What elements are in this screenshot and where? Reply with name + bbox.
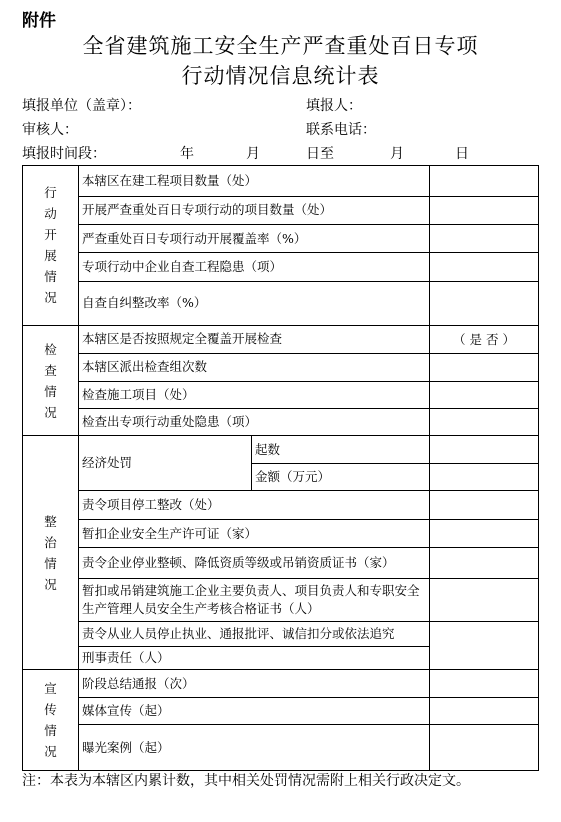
row-label-certificate-revocation: 暂扣或吊销建筑施工企业主要负责人、项目负责人和专职安全生产管理人员安全生产考核合格证书（人） <box>79 578 430 621</box>
attachment-label: 附件 <box>22 11 56 31</box>
row-label-coverage-rate: 严查重处百日专项行动开展覆盖率（%） <box>79 224 430 252</box>
row-label-full-coverage-inspection: 本辖区是否按照规定全覆盖开展检查 <box>79 325 430 353</box>
period-month-end: 月 <box>390 146 404 162</box>
value-business-suspension[interactable] <box>430 548 539 579</box>
title-line-1: 全省建筑施工安全生产严查重处百日专项 <box>82 34 479 58</box>
value-major-hazards-found[interactable] <box>430 409 539 436</box>
row-label-major-hazards-found: 检查出专项行动重处隐患（项） <box>79 409 430 436</box>
category-action: 行动开展情况 <box>23 166 79 326</box>
reviewer-label: 审核人： <box>22 122 78 138</box>
category-rectification: 整治情况 <box>23 436 79 670</box>
period-day-to: 日至 <box>306 146 334 162</box>
value-ordered-work-stoppage[interactable] <box>430 491 539 519</box>
value-self-rectification-rate[interactable] <box>430 281 539 325</box>
value-penalty-count[interactable] <box>430 436 539 463</box>
value-practitioner-penalty[interactable] <box>430 621 539 670</box>
value-projects-in-action[interactable] <box>430 196 539 224</box>
value-inspected-projects[interactable] <box>430 381 539 408</box>
phone-label: 联系电话： <box>306 122 376 138</box>
reporter-label: 填报人： <box>306 98 362 114</box>
row-label-ordered-work-stoppage: 责令项目停工整改（处） <box>79 491 430 519</box>
value-penalty-amount[interactable] <box>430 463 539 490</box>
row-label-inspection-team-count: 本辖区派出检查组次数 <box>79 354 430 381</box>
value-exposed-cases[interactable] <box>430 725 539 771</box>
period-day-end: 日 <box>455 146 469 162</box>
row-label-penalty-count: 起数 <box>252 436 430 463</box>
row-label-economic-penalty: 经济处罚 <box>79 436 252 491</box>
value-yes-no-choice[interactable]: （ 是 否 ） <box>430 325 539 353</box>
row-label-practitioner-penalty: 责令从业人员停止执业、通报批评、诚信扣分或依法追究 <box>79 621 430 646</box>
row-label-projects-under-construction: 本辖区在建工程项目数量（处） <box>79 166 430 197</box>
value-projects-under-construction[interactable] <box>430 166 539 197</box>
row-label-license-suspension: 暂扣企业安全生产许可证（家） <box>79 519 430 547</box>
statistics-table <box>22 165 539 771</box>
row-label-stage-summary: 阶段总结通报（次） <box>79 670 430 697</box>
value-certificate-revocation[interactable] <box>430 578 539 621</box>
period-year: 年 <box>180 146 194 162</box>
value-coverage-rate[interactable] <box>430 224 539 252</box>
category-inspection: 检查情况 <box>23 325 79 436</box>
value-media-publicity[interactable] <box>430 697 539 724</box>
reporting-unit-label: 填报单位（盖章）： <box>22 98 141 114</box>
row-label-business-suspension: 责令企业停业整顿、降低资质等级或吊销资质证书（家） <box>79 548 430 579</box>
value-license-suspension[interactable] <box>430 519 539 547</box>
row-label-media-publicity: 媒体宣传（起） <box>79 697 430 724</box>
footnote: 注：本表为本辖区内累计数，其中相关处罚情况需附上相关行政决定文。 <box>22 773 470 789</box>
row-label-projects-in-action: 开展严查重处百日专项行动的项目数量（处） <box>79 196 430 224</box>
period-month-start: 月 <box>246 146 260 162</box>
value-self-inspection-hazards[interactable] <box>430 253 539 281</box>
value-stage-summary[interactable] <box>430 670 539 697</box>
category-publicity: 宣传情况 <box>23 670 79 771</box>
row-label-penalty-amount: 金额（万元） <box>252 463 430 490</box>
value-inspection-team-count[interactable] <box>430 354 539 381</box>
row-label-self-inspection-hazards: 专项行动中企业自查工程隐患（项） <box>79 253 430 281</box>
title-line-2: 行动情况信息统计表 <box>181 64 380 88</box>
period-label: 填报时间段： <box>22 146 106 162</box>
row-label-exposed-cases: 曝光案例（起） <box>79 725 430 771</box>
row-label-inspected-projects: 检查施工项目（处） <box>79 381 430 408</box>
row-label-self-rectification-rate: 自查自纠整改率（%） <box>79 281 430 325</box>
row-label-criminal-liability: 刑事责任（人） <box>79 646 430 669</box>
